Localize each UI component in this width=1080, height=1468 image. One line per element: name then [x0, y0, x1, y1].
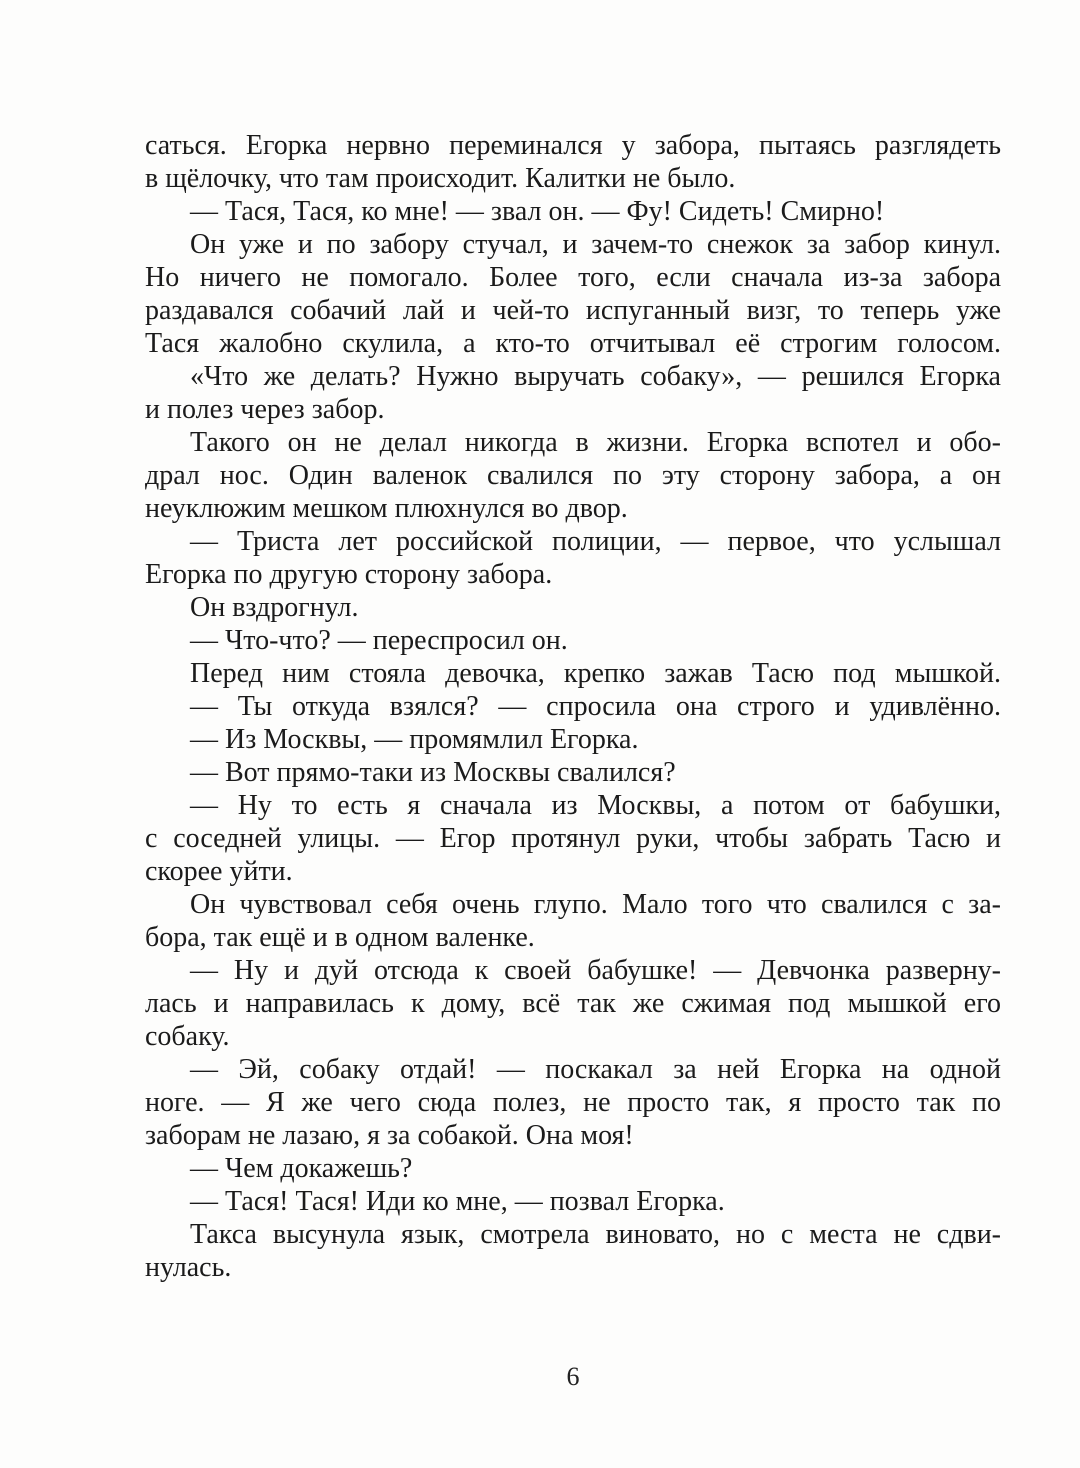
text-line-31: заборам не лазаю, я за собакой. Она моя! [145, 1120, 634, 1151]
text-line-22: с соседней улицы. — Егор протянул руки, чтобы забрать Тасю и [145, 823, 1001, 854]
text-line-6: раздавался собачий лай и чей-то испуганный визг, то теперь уже [145, 295, 1001, 326]
page-text [145, 129, 1001, 1284]
text-line-15: Он вздрогнул. [190, 592, 359, 623]
text-line-13: — Триста лет российской полиции, — первое, что услышал [190, 526, 1001, 557]
text-line-16: — Что-что? — переспросил он. [190, 625, 568, 656]
text-line-10: Такого он не делал никогда в жизни. Егорка вспотел и обо- [190, 427, 1001, 458]
text-line-23: скорее уйти. [145, 856, 293, 887]
text-line-18: — Ты откуда взялся? — спросила она строго и удивлённо. [190, 691, 1001, 722]
text-line-4: Он уже и по забору стучал, и зачем-то снежок за забор кинул. [190, 229, 1001, 260]
text-line-1: саться. Егорка нервно переминался у забора, пытаясь разглядеть [145, 130, 1001, 161]
text-line-19: — Из Москвы, — промямлил Егорка. [190, 724, 639, 755]
text-line-34: Такса высунула язык, смотрела виновато, но с места не сдви- [190, 1219, 1001, 1250]
text-line-12: неуклюжим мешком плюхнулся во двор. [145, 493, 628, 524]
text-line-21: — Ну то есть я сначала из Москвы, а потом от бабушки, [190, 790, 1001, 821]
text-line-35: нулась. [145, 1252, 232, 1283]
text-line-20: — Вот прямо-таки из Москвы свалился? [190, 757, 676, 788]
text-line-24: Он чувствовал себя очень глупо. Мало того что свалился с за- [190, 889, 1001, 920]
text-line-11: драл нос. Один валенок свалился по эту сторону забора, а он [145, 460, 1001, 491]
text-line-2: в щёлочку, что там происходит. Калитки не было. [145, 163, 736, 194]
text-line-25: бора, так ещё и в одном валенке. [145, 922, 535, 953]
text-line-14: Егорка по другую сторону забора. [145, 559, 553, 590]
text-line-8: «Что же делать? Нужно выручать собаку», — решился Егорка [190, 361, 1001, 392]
text-line-5: Но ничего не помогало. Более того, если сначала из-за забора [145, 262, 1001, 293]
text-line-27: лась и направилась к дому, всё так же сжимая под мышкой его [145, 988, 1001, 1019]
text-line-28: собаку. [145, 1021, 230, 1052]
page-number: 6 [566, 1362, 580, 1391]
text-line-3: — Тася, Тася, ко мне! — звал он. — Фу! Сидеть! Смирно! [190, 196, 885, 227]
text-line-32: — Чем докажешь? [190, 1153, 413, 1184]
text-line-26: — Ну и дуй отсюда к своей бабушке! — Девчонка разверну- [190, 955, 1001, 986]
text-line-17: Перед ним стояла девочка, крепко зажав Тасю под мышкой. [190, 658, 1001, 689]
text-line-9: и полез через забор. [145, 394, 385, 425]
text-line-29: — Эй, собаку отдай! — поскакал за ней Егорка на одной [190, 1054, 1001, 1085]
text-line-33: — Тася! Тася! Иди ко мне, — позвал Егорка. [190, 1186, 725, 1217]
text-line-30: ноге. — Я же чего сюда полез, не просто так, я просто так по [145, 1087, 1001, 1118]
text-line-7: Тася жалобно скулила, а кто-то отчитывал её строгим голосом. [145, 328, 1001, 359]
